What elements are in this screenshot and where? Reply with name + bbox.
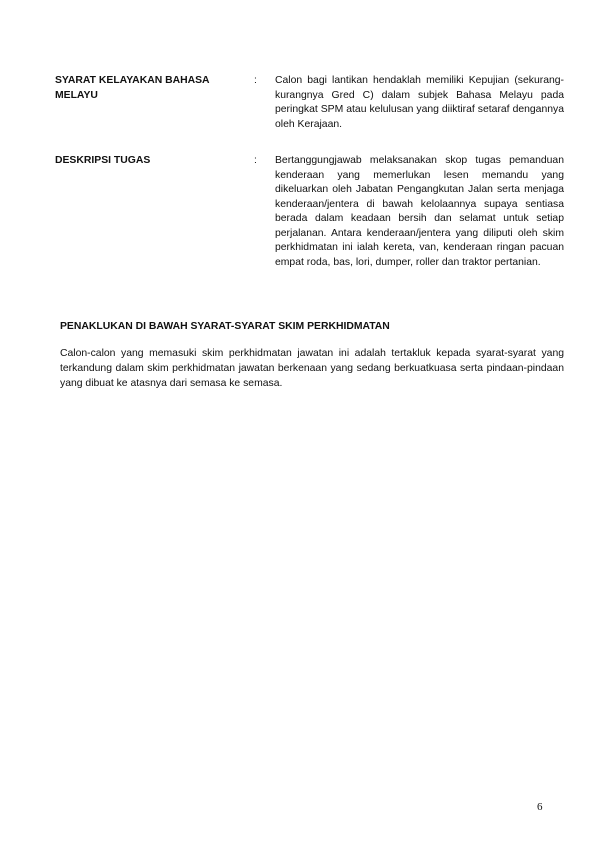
section-heading: PENAKLUKAN DI BAWAH SYARAT-SYARAT SKIM PERKHIDMATAN: [60, 321, 390, 332]
deskripsi-tugas-label: DESKRIPSI TUGAS: [55, 155, 151, 166]
syarat-kelayakan-colon: :: [254, 75, 257, 86]
deskripsi-tugas-colon: :: [254, 155, 257, 166]
section-body: Calon-calon yang memasuki skim perkhidmatan jawatan ini adalah tertakluk kepada syarat-syarat yang terkandung dalam skim perkhidmatan jawatan berkenaan yang sedang berkuatkuasa serta pindaan-pindaan yang dibuat ke atasnya dari semasa ke semasa.: [60, 348, 564, 389]
syarat-kelayakan-label: SYARAT KELAYAKAN BAHASA MELAYU: [55, 75, 210, 101]
page-number: 6: [537, 801, 543, 813]
syarat-kelayakan-value: Calon bagi lantikan hendaklah memiliki Kepujian (sekurang-kurangnya Gred C) dalam subjek Bahasa Melayu pada peringkat SPM atau kelulusan yang diiktiraf setaraf dengannya oleh Kerajaan.: [275, 75, 564, 130]
deskripsi-tugas-value: Bertanggungjawab melaksanakan skop tugas pemanduan kenderaan yang memerlukan lesen memandu yang dikeluarkan oleh Jabatan Pengangkutan Jalan serta menjaga kenderaan/jentera di bawah kelolaannya supaya sentiasa berada dalam keadaan bersih dan selamat untuk setiap perjalanan. Antara kenderaan/jentera yang diliputi oleh skim perkhidmatan ini ialah kereta, van, kenderaan ringan pacuan empat roda, bas, lori, dumper, roller dan traktor pertanian.: [275, 155, 564, 268]
